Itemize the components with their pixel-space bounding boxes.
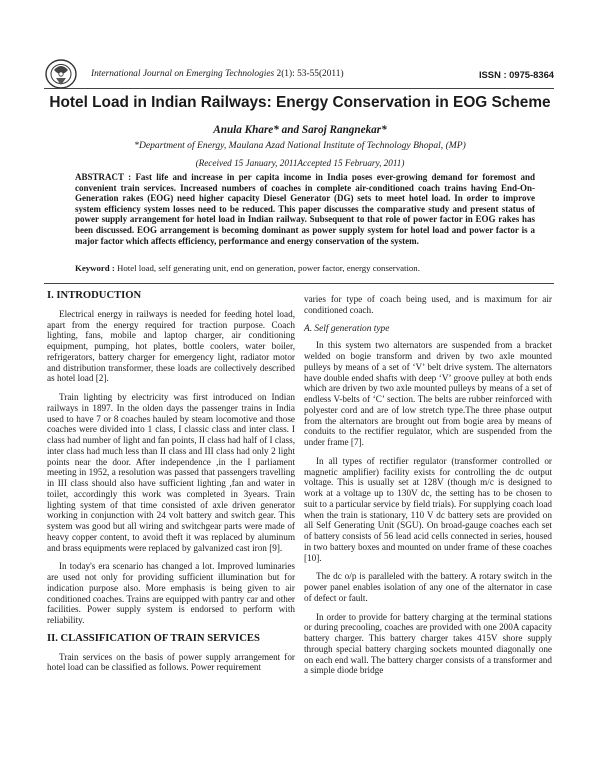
- journal-header: [44, 58, 554, 90]
- paragraph: In order to provide for battery charging at the terminal stations or during precooling, coaches are provided with one 200A capacity battery charger. This battery charger takes 415V shore supply through special battery charging sockets mounted diagonally one on each end wall. The battery charger consists of a transformer and a simple diode bridge: [304, 611, 552, 676]
- journal-name: International Journal on Emerging Technologies: [91, 69, 275, 79]
- subsection-heading-self-generation: A. Self generation type: [304, 323, 390, 334]
- abstract-label: ABSTRACT :: [75, 172, 132, 182]
- keywords-rule: [44, 283, 554, 284]
- section-heading-introduction: I. INTRODUCTION: [47, 290, 142, 301]
- right-column: [304, 294, 552, 684]
- paragraph: Train services on the basis of power supply arrangement for hotel load can be classified as follows. Power requirement: [47, 651, 295, 673]
- abstract: [75, 172, 535, 246]
- paragraph: In this system two alternators are suspended from a bracket welded on bogie transform and driven by two axle mounted pulleys by means of a set of ‘V’ belt drive system. The alternators have double ended shafts with deep ‘V’ groove pulley at both ends which are driven by two axle mounted pulleys by means of a set of endless V-belts of ‘C’ section. The belts are rubber reinforced with polyester cord and are of low stretch type.The three phase output from the alternators are brought out from bogie area by means of conduits to the rectifier regulator, which are suspended from the under frame [7].: [304, 340, 552, 447]
- paper-authors: Anula Khare* and Saroj Rangnekar*: [213, 124, 387, 136]
- paper-title: Hotel Load in Indian Railways: Energy Conservation in EOG Scheme: [49, 94, 551, 111]
- paragraph: The dc o/p is paralleled with the battery. A rotary switch in the power panel enables isolation of any one of the alternator in case of defect or fault.: [304, 571, 552, 603]
- paragraph: varies for type of coach being used, and is maximum for air conditioned coach.: [304, 294, 552, 315]
- section-heading-classification: II. CLASSIFICATION OF TRAIN SERVICES: [47, 632, 260, 644]
- journal-citation: [91, 69, 344, 79]
- keywords-text: Hotel load, self generating unit, end on generation, power factor, energy conservation.: [117, 263, 420, 273]
- paper-dates: (Received 15 January, 2011Accepted 15 February, 2011): [195, 158, 405, 168]
- abstract-text: Fast life and increase in per capita income in India poses ever-growing demand for foremost and convenient train services. Increased numbers of coaches in complete air-conditioned coach trains having End-On-Generation rakes (EOG) need higher capacity Diesel Generator (DG) sets to meet hotel load. In order to improve system efficiency system losses need to be reduced. This paper discusses the comparative study and present status of power supply arrangement for hotel load in Indian railway. Subsequent to that role of power factor in EOG rakes has been discussed. EOG arrangement is becoming dominant as power supply system for hotel load and power factor is a major factor which affects efficiency, performance and energy conservation of the system.: [75, 172, 535, 246]
- header-rule: [44, 88, 554, 89]
- keywords-label: Keyword :: [75, 263, 115, 273]
- paragraph: In today's era scenario has changed a lot. Improved luminaries are used not only for providing sufficient illumination but for indication purpose also. More emphasis is being given to air conditioned coaches. Trains are equipped with pantry car and other facilities. Power supply system is endorsed to perform with reliability.: [47, 561, 295, 625]
- journal-logo-icon: [44, 58, 78, 90]
- paragraph: In all types of rectifier regulator (transformer controlled or magnetic amplifier) facility exists for controlling the dc output voltage. This is usually set at 128V (though m/c is designed to work at a voltage up to 130V dc, the setting has to be chosen to suit to a particular service by field trials). For supplying coach load when the train is stationary, 110 V dc battery sets are provided on all Self Generating Unit (SGU). On broad-gauge coaches each set of battery consists of 56 lead acid cells connected in series, housed in two battery boxes and mounted on under frame of these coaches [10].: [304, 455, 552, 563]
- left-column: [47, 291, 295, 681]
- paper-affiliation: *Department of Energy, Maulana Azad National Institute of Technology Bhopal, (MP): [134, 140, 466, 151]
- keywords: [75, 263, 535, 274]
- paragraph: Train lighting by electricity was first introduced on Indian railways in 1897. In the olden days the passenger trains in India used to have 7 or 8 coaches hauled by steam locomotive and those coaches were divided into 1 class, I classic class and inter class. I class had number of light and fan points, II class had half of I class, inter class had much less than II class and III class had only 2 light points near the door. After independence ,in the I parliament meeting in 1952, a resolution was passed that passengers travelling in III class should also have sufficient lighting ,fan and water in toilet, accordingly this work was completed in 3years. Train lighting system of that time consisted of axle driven generator working in conjunction with 24 volt battery and switch gear. This system was good but all wiring and switchgear parts were made of heavy copper content, to avoid theft it was replaced by aluminum and brass equipments were replaced by galvanized cast iron [9].: [47, 392, 295, 553]
- paragraph: Electrical energy in railways is needed for feeding hotel load, apart from the energy required for traction purpose. Coach lighting, fans, mobile and laptop charger, air conditioning equipment, pumping, hot plates, bottle coolers, water boiler, refrigerators, battery charger for emergency light, radiator motor and distribution transformer, these loads are collectively described as hotel load [2].: [47, 308, 295, 384]
- journal-volume: 2(1): 53-55(2011): [276, 69, 344, 79]
- issn: ISSN : 0975-8364: [478, 69, 554, 80]
